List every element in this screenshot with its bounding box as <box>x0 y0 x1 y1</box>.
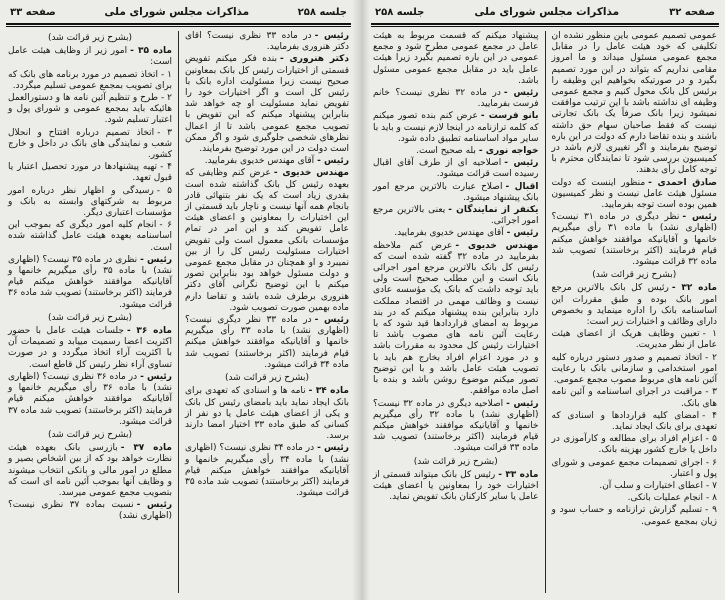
list-item <box>8 220 172 254</box>
paragraph-text: عمومی تصمیم عمومی باین منظور نشده آن تکلیفی که خود هیئت عامل را در مقابل مجمع عمومی مسئول میداند و ما امروز مقامی نداریم که بتواند در این مورد تصمیم بگیرد و در صورتیکه بخواهیم این وظیفه را برئیس کل بانک محول کنیم و مجمع عمومی وظیفه ای نداشته باشد با این ترتیب موافقت نمیشود زیرا بانک صرفاً یک بانک تجارتی نیست که فقط صاحبان سهام حق داشته باشند و بنده تقاضا دارم که دولت در این باره توضیح بفرمایند و اگر تغییری لازم باشد در کمیسیون بررسی شود تا نمایندگان محترم با توجه کامل رأی بدهند. <box>551 31 717 176</box>
item-number: ۵ - <box>705 434 718 445</box>
speech-paragraph <box>373 158 539 180</box>
speaker-name: خواجه نوری - <box>478 146 539 157</box>
reading-note <box>8 33 172 44</box>
text-column-right <box>550 31 720 593</box>
speech-paragraph <box>552 212 718 268</box>
column-divider <box>545 31 546 593</box>
session-number: جلسه ۲۵۸ <box>375 7 425 18</box>
article-number: ماده ۳۳ - <box>498 469 539 480</box>
paragraph-text: اصلاح عبارت بالاترین مرجع امور بانک پیشنهاد میشود. <box>373 181 539 203</box>
item-number: ۷ - <box>706 480 717 491</box>
note-text: (بشرح زیر قرائت شد) <box>413 456 498 467</box>
speaker-name: رئیس - <box>140 371 172 382</box>
item-number: ۴ - <box>702 410 718 421</box>
speaker-name: صادق احمدی - <box>648 177 717 188</box>
paragraph-text: تهیه پیشنهادها در مورد تحصیل اعتبار یا قبول تعهد. <box>8 162 172 184</box>
paragraph-text: در ماده ۳۶ نظری نیست؟ (اظهاری نشد) با ماده ۳۶ رأی میگیریم خانمها و آقایانیکه موافقند خواهش میکنم قیام فرمایند (اکثر برخاستند) تصویب شد ماده ۳۷ قرائت میشود. <box>8 371 172 427</box>
paragraph-text: جلسات هیئت عامل با حضور اکثریت اعضا رسمیت مییابد و تصمیمات آن با اکثریت آراء اتخاذ میگردد و در صورت تساوی آراء نظر رئیس کل قاطع است. <box>8 326 172 370</box>
text-column-right <box>183 31 351 593</box>
article-paragraph <box>8 443 172 499</box>
paragraph-text: در ماده ۳۳ نظر دیگری نیست؟ (اظهاری نشد) با ماده ۳۳ رأی میگیریم خانمها و آقایانیکه موافقند خواهش میکنم قیام فرمایند (اکثر برخاستند) تصویب شد ماده ۳۴ قرائت میشود. <box>185 315 349 370</box>
speech-paragraph <box>373 205 539 227</box>
list-item <box>552 329 718 351</box>
paragraph-text: در ماده ۳۳ نظری نیست؟ آقای دکتر هنروری بفرمایید. <box>185 31 349 53</box>
item-number: ۲ - <box>161 93 172 104</box>
speech-paragraph <box>8 372 172 428</box>
note-text: (بشرح زیر قرائت شد) <box>47 33 133 43</box>
speech-paragraph <box>552 178 718 212</box>
paragraph-text: عرض کنم بنده تصور میکنم که کلمه ترازنامه در اینجا لازم نیست و باید با سایر مواد اساسنامه تطبیق داده شود. <box>373 111 539 144</box>
speech-paragraph <box>373 228 539 239</box>
paragraph-text: در ماده ۳۴ نظری نیست؟ (اظهاری نشد) با ماده ۳۴ رأی میگیریم خانمها و آقایانیکه موافقند خواهش میکنم قیام فرمایند (اکثر برخاستند) تصویب شد ماده ۳۵ قرائت میشود. <box>185 443 349 499</box>
list-item <box>552 353 718 387</box>
paragraph-text: امضای کلیه قراردادها و اسنادی که تعهدی برای بانک ایجاد نماید. <box>551 410 717 432</box>
paragraph-text: اتخاذ تصمیم درباره افتتاح و انحلال شعب و نمایندگی های بانک در داخل و خارج کشور. <box>8 127 172 161</box>
page-header <box>6 5 351 20</box>
paragraph-text: آقای مهندس خدیوی بفرمایید. <box>204 156 315 167</box>
item-number: ۱ - <box>702 329 717 340</box>
item-number: ۸ - <box>706 493 717 504</box>
speaker-name: رئیس - <box>140 254 173 265</box>
speaker-name: رئیس - <box>317 443 349 454</box>
speaker-name: رئیس - <box>317 156 349 167</box>
page-gutter <box>352 0 370 600</box>
paragraph-text: عرض کنم وظایفی که بعهده رئیس کل بانک گذاشته شده است بقدری زیاد است که یک نفر بتنهائی قادر بانجام همه آنها نیست و ناچار باید قسمتی از این اختیارات را بمعاونین و اعضای هیئت عامل تفویض کند و این امر در تمام مؤسسات بانکی معمول است ولی تفویض اختیارات مسئولیت رئیس کل را از بین نمیبرد و او همچنان در مقابل مجمع عمومی و دولت مسئول خواهد بود بنابراین تصور میکنم با این توضیح نگرانی آقای دکتر هنروری برطرف شده باشد و تقاضا دارم ماده بهمین صورت تصویب شود. <box>185 168 349 313</box>
speech-paragraph <box>373 111 539 145</box>
paragraph-text: اعطای اختیارات و سلب آن. <box>599 480 704 491</box>
speaker-name: رئیس - <box>506 228 539 239</box>
speech-paragraph <box>373 88 539 110</box>
speaker-name: رئیس - <box>136 500 173 511</box>
speech-paragraph <box>185 31 349 53</box>
paragraph-text: در ماده ۳۲ نظری نیست؟ خانم فرست بفرمایید. <box>373 88 539 110</box>
speaker-name: مهندس خدیوی - <box>455 240 539 251</box>
page-number: صفحه ۳۲ <box>669 7 715 18</box>
article-number: ماده ۳۲ - <box>671 283 717 294</box>
paragraph-text: تعیین وظایف هریک از اعضای هیئت عامل از نظر مدیریت. <box>551 329 717 351</box>
reading-note <box>185 373 349 384</box>
speaker-name: رئیس - <box>504 158 539 169</box>
session-number: جلسه ۲۵۸ <box>297 7 347 18</box>
item-number: ۶ - <box>159 220 173 231</box>
paragraph-text: پیشنهاد میکنم که قسمت مربوط به هیئت عامل در مجمع عمومی مطرح شود و مجمع عمومی در این باره تصمیم بگیرد زیرا هیئت عامل باید در مقابل مجمع عمومی مسئول باشد. <box>373 31 539 86</box>
list-item <box>8 93 172 127</box>
paragraph-text: آقای مهندس خدیوی بفرمایید. <box>394 228 504 239</box>
speaker-name: اقبال - <box>505 181 539 192</box>
paragraph-text: منظور اینست که دولت مسئول هیئت عامل نیست و نظر کمیسیون همین بوده است توجه بفرمایید. <box>551 177 717 211</box>
article-number: ماده ۳۴ - <box>308 386 349 397</box>
speech-paragraph <box>373 182 539 204</box>
paragraph-text: رئیس کل بانک بالاترین مرجع امور بانک بوده و طبق مقررات این اساسنامه بانک را اداره مینماید و بخصوص دارای وظائف و اختیارات زیر است: <box>551 283 717 328</box>
item-number: ۵ - <box>156 185 173 196</box>
list-item <box>8 186 172 220</box>
speech-paragraph <box>373 31 539 87</box>
list-item <box>552 434 718 456</box>
paragraph-text: مراقبت در اجرای اساسنامه و آئین نامه های بانک. <box>551 387 717 409</box>
article-paragraph <box>185 386 349 442</box>
note-text: (بشرح زیر قرائت شد) <box>224 373 310 384</box>
publication-title: مذاکرات مجلس شورای ملی <box>474 6 620 18</box>
header-rule <box>6 23 351 27</box>
item-number: ۳ - <box>705 387 718 398</box>
page-header <box>371 5 719 20</box>
speaker-name: مهندس خدیوی - <box>273 168 349 179</box>
article-number: ماده ۳۵ - <box>130 46 172 57</box>
paragraph-text: امور زیر از وظایف هیئت عامل است: <box>8 46 172 68</box>
paragraph-text: عرض کنم ملاحظه بفرمایید در ماده ۳۲ گفته شده است که رئیس کل بانک بالاترین مرجع امور اجرائی بانک است و این مطلب صحیح است ولی باید توجه داشت که بانک یک مؤسسه عادی نیست و وظائف مهمی در اقتصاد مملکت دارد بنابراین بنده پیشنهاد میکنم که در بند مربوط به امضای قراردادها قید شود که با رعایت آئین نامه های مصوب باشد تا اختیارات رئیس کل محدود به مقررات باشد و در مورد اعزام افراد بخارج هم باید با تصویب هیئت عامل باشد و با این توضیح تصور میکنم موضوع روشن باشد و بنده با اصل ماده موافقم. <box>373 240 539 397</box>
item-number: ۶ - <box>705 457 718 468</box>
list-item <box>8 128 172 162</box>
speech-paragraph <box>8 255 172 311</box>
speech-paragraph <box>185 443 349 499</box>
article-paragraph <box>373 470 539 504</box>
article-paragraph <box>8 46 172 68</box>
paragraph-text: اتخاذ تصمیم در مورد برنامه های بانک که برای تصویب بمجمع عمومی تسلیم میگردد. <box>8 69 172 91</box>
speech-paragraph <box>185 54 349 155</box>
reading-note <box>552 270 718 281</box>
page-number: صفحه ۳۳ <box>10 7 56 18</box>
paragraph-text: بله صحیح است. <box>416 146 476 157</box>
article-paragraph <box>552 283 718 328</box>
paragraph-text: نسبت بماده ۳۷ نظری نیست؟ (اظهاری نشد) <box>8 500 172 522</box>
article-paragraph <box>8 326 172 371</box>
list-item <box>552 458 718 480</box>
speech-paragraph <box>552 31 718 177</box>
page-33 <box>0 0 358 600</box>
article-number: ماده ۳۶ - <box>126 326 172 337</box>
paragraph-text: نظری در ماده ۳۵ نیست؟ (اظهاری نشد) با ماده ۳۵ رأی میگیریم خانمها و آقایانیکه موافقند خواهش میکنم قیام فرمایند (اکثر برخاستند) تصویب شد ماده ۳۶ قرائت میشود. <box>8 254 172 310</box>
speaker-name: بانو فرست - <box>480 111 539 122</box>
list-item <box>8 162 172 184</box>
speaker-name: رئیس - <box>506 398 539 409</box>
reading-note <box>8 430 172 441</box>
reading-note <box>8 313 172 324</box>
speech-paragraph <box>185 315 349 371</box>
paragraph-text: رئیس کل بانک میتواند قسمتی از اختیارات خود را بمعاونین یا اعضای هیئت عامل یا سایر کارکنان بانک تفویض نماید. <box>373 469 539 503</box>
paragraph-text: تسلیم گزارش ترازنامه و حساب سود و زیان بمجمع عمومی. <box>551 505 717 527</box>
paragraph-text: اصلاحیه دیگری در ماده ۳۲ نیست؟ (اظهاری نشد) با ماده ۳۲ رأی میگیریم خانمها و آقایانیکه موافقند خواهش میکنم قیام فرمایند (اکثر برخاستند) تصویب شد ماده ۳۳ قرائت میشود. <box>373 398 539 454</box>
item-number: ۴ - <box>160 162 172 173</box>
list-item <box>552 481 718 492</box>
item-number: ۳ - <box>157 127 172 138</box>
list-item <box>8 70 172 92</box>
paragraph-text: نامه ها و اسنادی که تعهدی برای بانک ایجاد نماید باید بامضای رئیس کل بانک و یکی از اعضای هیئت عامل یا دو نفر از کسانی که طبق ماده ۳۳ اختیار امضا دارند برسد. <box>185 386 349 442</box>
paragraph-text: یعنی بالاترین مرجع امور اجرائی. <box>373 205 539 227</box>
paragraph-text: انجام کلیه امور دیگری که بموجب این اساسنامه بعهده هیئت عامل گذاشته شده است. <box>8 220 172 253</box>
speaker-name: رئیس - <box>314 315 350 326</box>
speaker-name: رئیس - <box>682 212 717 223</box>
speaker-name: رئیس - <box>503 88 539 99</box>
speech-paragraph <box>185 156 349 167</box>
paragraph-text: اتخاذ تصمیم و صدور دستور درباره کلیه امور استخدامی و سازمانی بانک با رعایت آئین نامه های مربوط مصوب مجمع عمومی. <box>551 352 717 386</box>
page-32 <box>364 0 725 600</box>
speech-paragraph <box>373 241 539 398</box>
list-item <box>552 505 718 527</box>
speaker-name: دکتر هنروری - <box>279 54 349 65</box>
paragraph-text: بازرسی بانک بعهده هیئت نظارت خواهد بود که از بین اشخاص بصیر و مطلع در امور مالی و بانکی انتخاب میشوند و وظایف آنها بموجب آئین نامه ای است که بتصویب مجمع عمومی میرسد. <box>8 443 172 498</box>
paragraph-text: انجام عملیات بانکی. <box>627 493 704 504</box>
header-rule <box>371 23 719 27</box>
paragraph-text: نظر دیگری در ماده ۳۱ نیست؟ (اظهاری نشد) با ماده ۳۱ رأی میگیریم خانمها و آقایانیکه موافقند خواهش میکنم قیام فرمایند (اکثر برخاستند) تصویب شد ماده ۳۲ قرائت میشود. <box>551 212 717 268</box>
reading-note <box>373 457 539 468</box>
list-item <box>552 493 718 504</box>
speech-paragraph <box>8 500 172 522</box>
item-number: ۹ - <box>705 505 717 516</box>
list-item <box>552 411 718 433</box>
paragraph-text: اعزام افراد برای مطالعه و کارآموزی در داخل یا خارج کشور بهزینه بانک. <box>551 434 717 456</box>
page-columns <box>6 31 351 593</box>
speech-paragraph <box>373 146 539 157</box>
text-column-left <box>371 31 541 593</box>
paragraph-text: بنده فکر میکنم تفویض قسمتی از اختیارات رئیس کل بانک بمعاونین صحیح نیست زیرا مسئولیت اداره بانک با رئیس کل است و اگر اختیارات خود را تفویض نماید مسئولیت او چه خواهد شد بنابراین پیشنهاد میکنم که این تفویض با تصویب مجمع عمومی باشد تا از اعمال نظرهای شخصی جلوگیری شود و اگر ممکن است دولت در این مورد توضیح بفرمایند. <box>185 54 349 155</box>
speaker-name: رئیس - <box>314 31 349 41</box>
column-divider <box>178 31 179 593</box>
list-item <box>552 387 718 409</box>
speaker-name: یکنفر از نمایندگان - <box>448 205 539 216</box>
item-number: ۲ - <box>705 352 717 363</box>
paragraph-text: طرح و تنظیم آئین نامه ها و دستورالعمل هائیکه باید بمجمع عمومی و شورای پول و اعتبار تسلیم شود. <box>8 93 172 126</box>
speech-paragraph <box>373 399 539 455</box>
text-column-left <box>6 31 174 593</box>
note-text: (بشرح زیر قرائت شد) <box>47 312 133 323</box>
paragraph-text: رسیدگی و اظهار نظر درباره امور مربوط به شرکتهای وابسته به بانک و مؤسسات اعتباری دیگر. <box>8 185 172 219</box>
note-text: (بشرح زیر قرائت شد) <box>592 270 677 281</box>
item-number: ۱ - <box>161 69 172 80</box>
publication-title: مذاکرات مجلس شورای ملی <box>104 6 250 18</box>
page-columns <box>371 31 719 593</box>
article-number: ماده ۳۷ - <box>120 443 172 454</box>
paragraph-text: اجرای تصمیمات مجمع عمومی و شورای پول و اعتبار. <box>551 457 717 479</box>
paragraph-text: اصلاحیه ای از طرف آقای اقبال رسیده است قرائت میشود. <box>373 158 539 180</box>
speech-paragraph <box>185 168 349 314</box>
note-text: (بشرح زیر قرائت شد) <box>47 429 133 440</box>
